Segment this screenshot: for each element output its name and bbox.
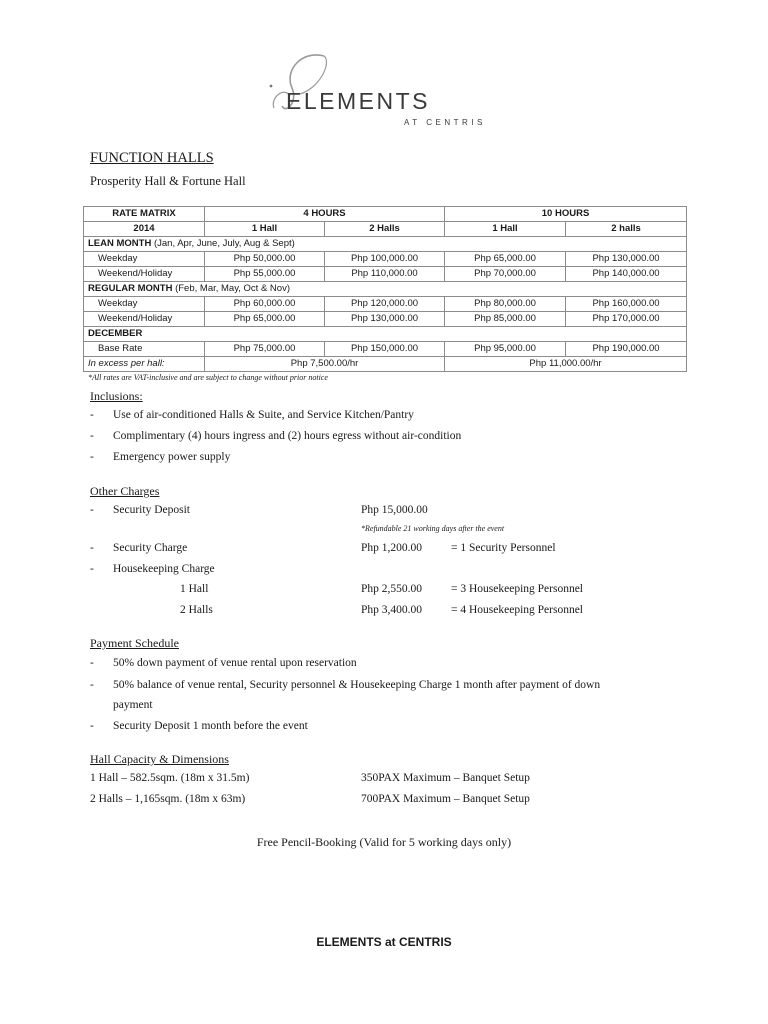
rate-cell: Php 130,000.00 bbox=[566, 252, 687, 267]
rate-cell: Php 95,000.00 bbox=[445, 342, 566, 357]
capacity-heading: Hall Capacity & Dimensions bbox=[90, 752, 229, 766]
sub-col-header: 1 Hall bbox=[445, 222, 566, 237]
rate-cell: Php 85,000.00 bbox=[445, 312, 566, 327]
rate-cell: Php 65,000.00 bbox=[205, 312, 325, 327]
rate-cell: Php 80,000.00 bbox=[445, 297, 566, 312]
excess-label: In excess per hall: bbox=[84, 357, 205, 372]
rate-matrix-table bbox=[83, 206, 687, 372]
rate-cell: Php 100,000.00 bbox=[325, 252, 445, 267]
payment-item: 50% down payment of venue rental upon reservation bbox=[113, 657, 357, 669]
rate-cell: Php 150,000.00 bbox=[325, 342, 445, 357]
excess-rate-4h: Php 7,500.00/hr bbox=[205, 357, 445, 372]
bullet-dash: - bbox=[90, 542, 94, 554]
pencil-booking-note: Free Pencil-Booking (Valid for 5 working days only) bbox=[256, 835, 512, 849]
payment-item-continued: payment bbox=[113, 699, 153, 711]
inclusions-heading: Inclusions: bbox=[90, 389, 143, 403]
regular-month-label: REGULAR MONTH (Feb, Mar, May, Oct & Nov) bbox=[84, 282, 687, 297]
capacity-pax: 700PAX Maximum – Banquet Setup bbox=[361, 793, 530, 805]
rate-cell: Php 140,000.00 bbox=[566, 267, 687, 282]
security-charge-amount: Php 1,200.00 bbox=[361, 542, 423, 554]
other-charges-heading: Other Charges bbox=[90, 484, 160, 498]
housekeeping-row-label: 2 Halls bbox=[180, 604, 213, 616]
rate-cell: Php 120,000.00 bbox=[325, 297, 445, 312]
bullet-dash: - bbox=[90, 409, 94, 421]
housekeeping-row-label: 1 Hall bbox=[180, 583, 209, 595]
bullet-dash: - bbox=[90, 563, 94, 575]
excess-row bbox=[84, 357, 687, 372]
bullet-dash: - bbox=[90, 504, 94, 516]
housekeeping-row-desc: = 4 Housekeeping Personnel bbox=[451, 604, 584, 616]
logo-subtitle: AT CENTRIS bbox=[404, 118, 486, 127]
table-row bbox=[84, 252, 687, 267]
rate-cell: Php 130,000.00 bbox=[325, 312, 445, 327]
rate-cell: Php 60,000.00 bbox=[205, 297, 325, 312]
capacity-dimensions: 1 Hall – 582.5sqm. (18m x 31.5m) bbox=[90, 772, 250, 784]
bullet-dash: - bbox=[90, 679, 94, 691]
vat-note: *All rates are VAT-inclusive and are subject to change without prior notice bbox=[88, 373, 328, 382]
rate-cell: Php 65,000.00 bbox=[445, 252, 566, 267]
section-row-december bbox=[84, 327, 687, 342]
section-row-lean bbox=[84, 237, 687, 252]
inclusion-item: Complimentary (4) hours ingress and (2) hours egress without air-condition bbox=[113, 430, 462, 442]
row-label: Weekday bbox=[84, 297, 205, 312]
security-deposit-note: *Refundable 21 working days after the event bbox=[361, 524, 505, 533]
col-group-4-hours: 4 HOURS bbox=[205, 207, 445, 222]
elements-logo bbox=[262, 48, 512, 132]
security-deposit-amount: Php 15,000.00 bbox=[361, 504, 428, 516]
december-label: DECEMBER bbox=[84, 327, 687, 342]
table-row bbox=[84, 342, 687, 357]
rate-cell: Php 55,000.00 bbox=[205, 267, 325, 282]
bullet-dash: - bbox=[90, 451, 94, 463]
table-row bbox=[84, 312, 687, 327]
capacity-dimensions: 2 Halls – 1,165sqm. (18m x 63m) bbox=[90, 793, 246, 805]
rate-cell: Php 110,000.00 bbox=[325, 267, 445, 282]
section-row-regular bbox=[84, 282, 687, 297]
bullet-dash: - bbox=[90, 430, 94, 442]
bullet-dash: - bbox=[90, 657, 94, 669]
rate-cell: Php 160,000.00 bbox=[566, 297, 687, 312]
excess-rate-10h: Php 11,000.00/hr bbox=[445, 357, 687, 372]
table-row bbox=[84, 267, 687, 282]
payment-item: 50% balance of venue rental, Security personnel & Housekeeping Charge 1 month after payment of down bbox=[113, 679, 601, 691]
sub-col-header: 1 Hall bbox=[205, 222, 325, 237]
rate-cell: Php 190,000.00 bbox=[566, 342, 687, 357]
col-group-10-hours: 10 HOURS bbox=[445, 207, 687, 222]
security-charge-desc: = 1 Security Personnel bbox=[451, 542, 556, 554]
table-row bbox=[84, 297, 687, 312]
row-label: Weekend/Holiday bbox=[84, 267, 205, 282]
security-charge-label: Security Charge bbox=[113, 542, 188, 554]
rate-matrix-label: RATE MATRIX bbox=[84, 207, 205, 222]
rate-cell: Php 75,000.00 bbox=[205, 342, 325, 357]
housekeeping-row-desc: = 3 Housekeeping Personnel bbox=[451, 583, 584, 595]
security-deposit-label: Security Deposit bbox=[113, 504, 190, 516]
page-subtitle: Prosperity Hall & Fortune Hall bbox=[90, 174, 246, 188]
housekeeping-label: Housekeeping Charge bbox=[113, 563, 215, 575]
housekeeping-row-amount: Php 3,400.00 bbox=[361, 604, 423, 616]
housekeeping-row-amount: Php 2,550.00 bbox=[361, 583, 423, 595]
rate-cell: Php 170,000.00 bbox=[566, 312, 687, 327]
row-label: Base Rate bbox=[84, 342, 205, 357]
table-subheader-row bbox=[84, 222, 687, 237]
page-title: FUNCTION HALLS bbox=[90, 150, 214, 166]
inclusion-item: Use of air-conditioned Halls & Suite, and Service Kitchen/Pantry bbox=[113, 409, 414, 421]
sub-col-header: 2 halls bbox=[566, 222, 687, 237]
footer-brand: ELEMENTS at CENTRIS bbox=[316, 935, 452, 949]
rate-cell: Php 50,000.00 bbox=[205, 252, 325, 267]
payment-item: Security Deposit 1 month before the event bbox=[113, 720, 308, 732]
rate-matrix-year: 2014 bbox=[84, 222, 205, 237]
inclusion-item: Emergency power supply bbox=[113, 451, 231, 463]
table-header-row bbox=[84, 207, 687, 222]
rate-cell: Php 70,000.00 bbox=[445, 267, 566, 282]
capacity-pax: 350PAX Maximum – Banquet Setup bbox=[361, 772, 530, 784]
logo-wordmark: ELEMENTS bbox=[286, 88, 430, 114]
bullet-dash: - bbox=[90, 720, 94, 732]
row-label: Weekend/Holiday bbox=[84, 312, 205, 327]
payment-schedule-heading: Payment Schedule bbox=[90, 636, 179, 650]
row-label: Weekday bbox=[84, 252, 205, 267]
sub-col-header: 2 Halls bbox=[325, 222, 445, 237]
lean-month-label: LEAN MONTH (Jan, Apr, June, July, Aug & Sept) bbox=[84, 237, 687, 252]
